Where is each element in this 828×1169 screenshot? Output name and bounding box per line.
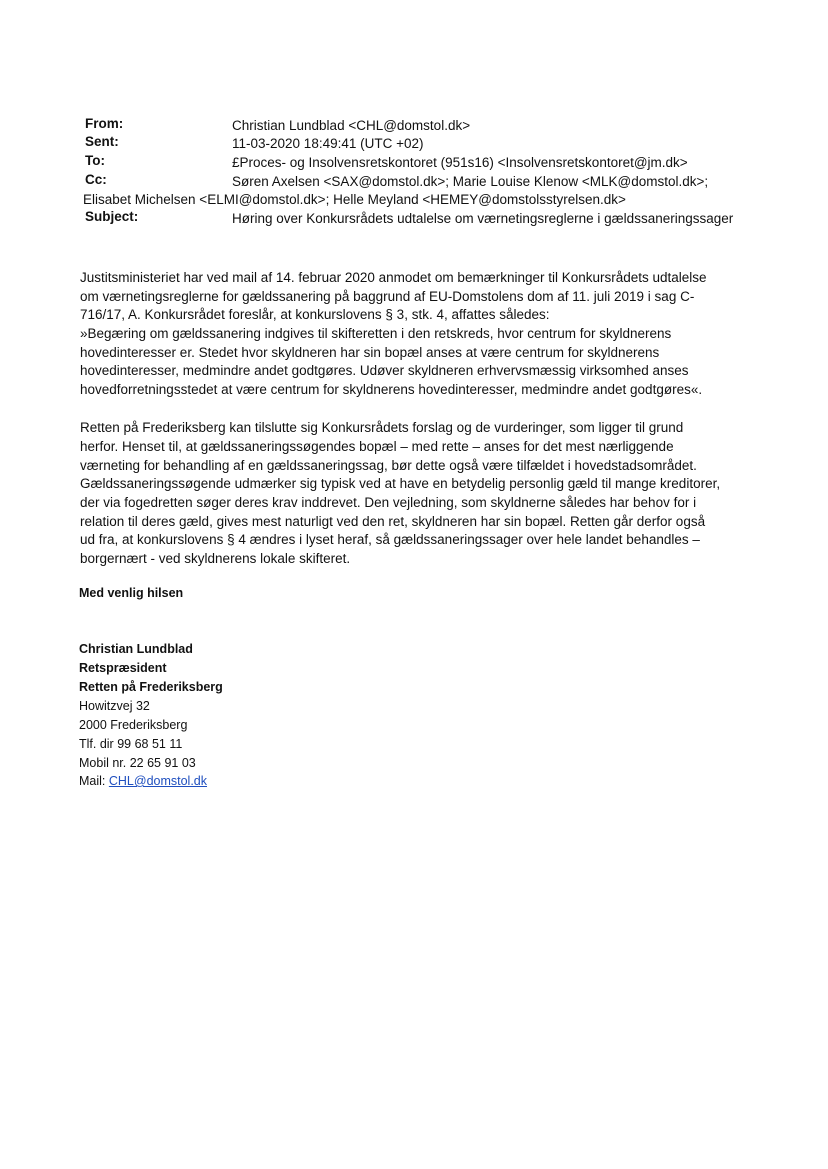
closing-greeting: Med venlig hilsen	[79, 586, 184, 600]
signature-mobile: Mobil nr. 22 65 91 03	[79, 756, 196, 770]
to-value: £Proces- og Insolvensretskontoret (951s16) <Insolvensretskontoret@jm.dk>	[232, 155, 688, 170]
signature-name: Christian Lundblad	[79, 642, 193, 656]
signature-title: Retspræsident	[79, 661, 167, 675]
cc-value-line1: Søren Axelsen <SAX@domstol.dk>; Marie Louise Klenow <MLK@domstol.dk>;	[232, 174, 709, 189]
body-line: relation til deres gæld, gives mest naturligt ved den ret, skyldneren har sin bopæl. Retten går derfor også	[80, 514, 706, 529]
signature-city: 2000 Frederiksberg	[79, 718, 188, 732]
body-line: herfor. Henset til, at gældssaneringssøgendes bopæl – med rette – anses for det mest nærliggende	[80, 439, 674, 454]
signature-street: Howitzvej 32	[79, 699, 150, 713]
signature-court: Retten på Frederiksberg	[79, 680, 223, 694]
from-value: Christian Lundblad <CHL@domstol.dk>	[232, 118, 471, 133]
sent-value: 11-03-2020 18:49:41 (UTC +02)	[232, 136, 424, 151]
cc-label: Cc:	[85, 172, 107, 187]
signature-mail-row	[79, 774, 207, 788]
sent-label: Sent:	[85, 134, 119, 149]
body-line: Gældssaneringssøgende udmærker sig typisk ved at have en betydelig personlig gæld til mange kreditorer,	[80, 476, 721, 491]
cc-value-line2: Elisabet Michelsen <ELMI@domstol.dk>; Helle Meyland <HEMEY@domstolsstyrelsen.dk>	[83, 192, 626, 207]
body-line: hovedforretningsstedet at være centrum for skyldnerens hovedinteresser, medmindre andet godtgøres«.	[80, 382, 703, 397]
body-line: borgernært - ved skyldnerens lokale skifteret.	[80, 551, 351, 566]
body-line: Retten på Frederiksberg kan tilslutte sig Konkursrådets forslag og de vurderinger, som ligger til grund	[80, 420, 684, 435]
from-label: From:	[85, 116, 124, 131]
body-line: hovedinteresser er. Stedet hvor skyldneren har sin bopæl anses at være centrum for skyldnerens	[80, 345, 660, 360]
body-line: 716/17, A. Konkursrådet foreslår, at konkurslovens § 3, stk. 4, affattes således:	[80, 307, 550, 322]
body-line: hovedinteresser, medmindre andet godtgøres. Udøver skyldneren erhvervsmæssig virksomhed anses	[80, 363, 689, 378]
body-line: værneting for behandling af en gældssaneringssag, bør dette også være tilfældet i hovedstadsområdet.	[80, 458, 697, 473]
signature-mail-label: Mail:	[79, 774, 109, 788]
body-line: om værnetingsreglerne for gældssanering på baggrund af EU-Domstolens dom af 11. juli 2019 i sag C-	[80, 289, 695, 304]
signature-phone: Tlf. dir 99 68 51 11	[79, 737, 183, 751]
subject-label: Subject:	[85, 209, 139, 224]
to-label: To:	[85, 153, 105, 168]
signature-mail-link[interactable]: CHL@domstol.dk	[108, 774, 208, 788]
body-line: Justitsministeriet har ved mail af 14. februar 2020 anmodet om bemærkninger til Konkursrådets udtalelse	[80, 270, 707, 285]
subject-value: Høring over Konkursrådets udtalelse om værnetingsreglerne i gældssaneringssager	[232, 211, 734, 226]
body-line: »Begæring om gældssanering indgives til skifteretten i den retskreds, hvor centrum for skyldnerens	[80, 326, 672, 341]
body-line: der via fogedretten søger deres krav inddrevet. Den vejledning, som skyldnerne således har behov for i	[80, 495, 697, 510]
body-line: ud fra, at konkurslovens § 4 ændres i lyset heraf, så gældssaneringssager over hele landet behandles –	[80, 532, 700, 547]
